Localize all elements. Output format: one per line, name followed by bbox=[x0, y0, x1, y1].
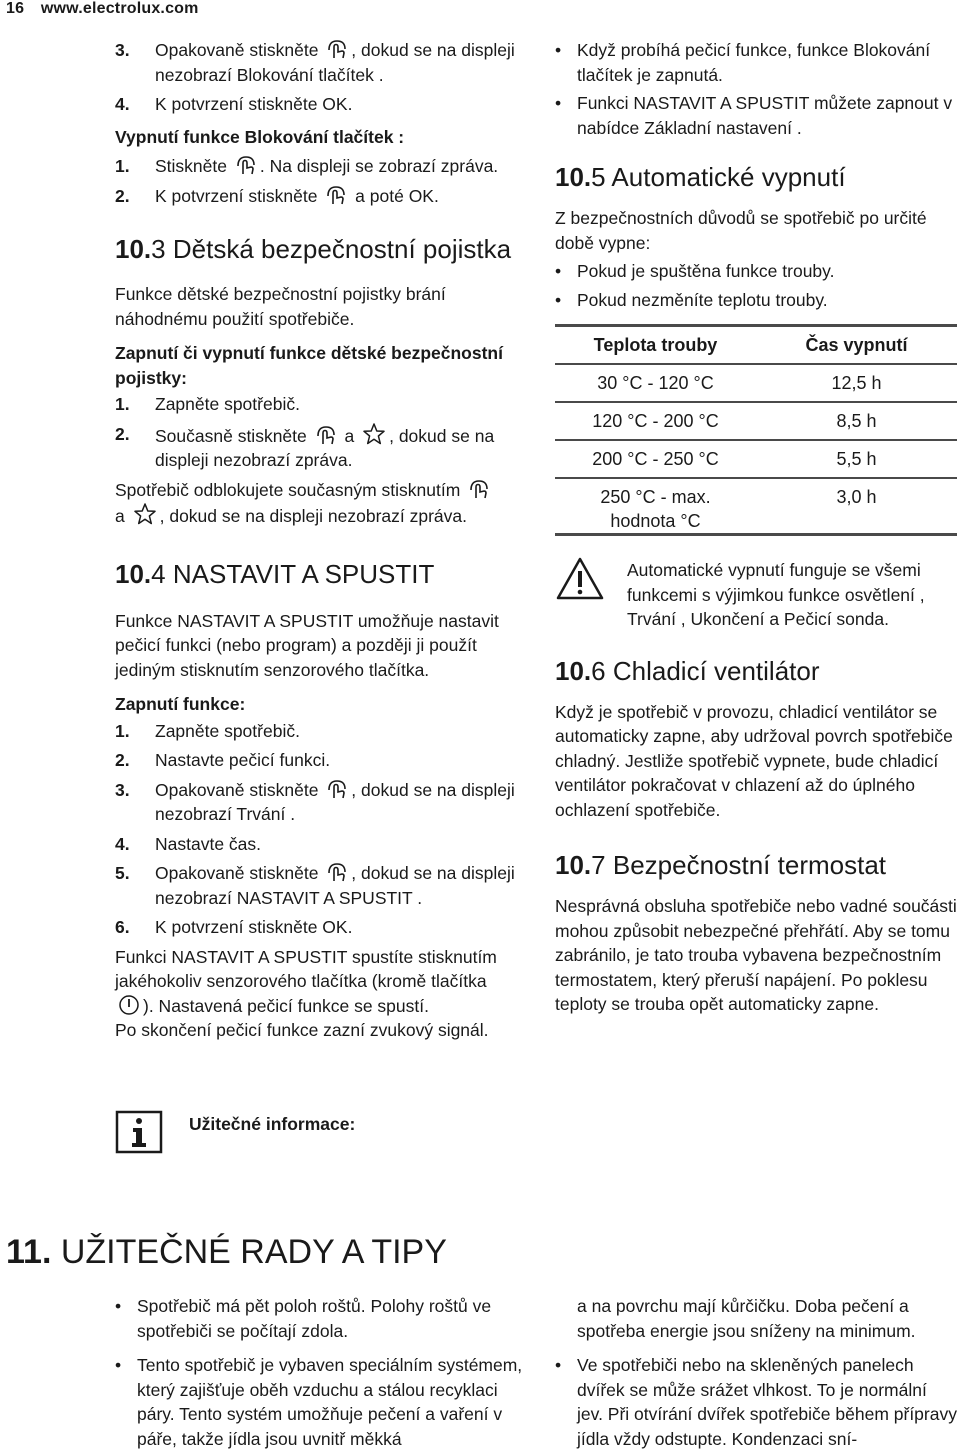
step-number: 6. bbox=[115, 917, 130, 937]
table-row bbox=[555, 440, 957, 478]
chapter11-right bbox=[555, 1294, 957, 1455]
step-text: K potvrzení stiskněte OK. bbox=[155, 94, 353, 114]
table-row bbox=[555, 364, 957, 402]
table-cell: 120 °C - 200 °C bbox=[555, 402, 756, 440]
list-item bbox=[115, 861, 515, 910]
set-and-go-note bbox=[115, 945, 515, 1019]
note-text: Spotřebič odblokujete současným stisknutím bbox=[115, 479, 466, 500]
table-row bbox=[555, 402, 957, 440]
list-item bbox=[115, 778, 515, 827]
section-subhead: Zapnutí funkce: bbox=[115, 694, 246, 714]
step-text-rest: , dokud se na displeji nezobrazí NASTAVIT A SPUSTIT . bbox=[155, 863, 515, 908]
list-item: • Ve spotřebiči nebo na skleněných panelech dvířek se může srážet vlhkost. To je normální jev. Při otvírání dvířek spotřebiče během přípravy jídla vždy odstupte. Kondenzaci sní- bbox=[555, 1353, 957, 1451]
step-number: 1. bbox=[115, 720, 130, 741]
chapter-title: UŽITEČNÉ RADY A TIPY bbox=[60, 1233, 447, 1271]
list-item bbox=[115, 719, 515, 744]
section-number-rest: 7 bbox=[591, 850, 606, 880]
step-text-rest: a poté OK. bbox=[350, 185, 439, 206]
step-text-mid: a bbox=[339, 425, 360, 446]
list-item: • Pokud nezměníte teplotu trouby. bbox=[555, 288, 957, 313]
list-item bbox=[115, 915, 515, 940]
step-number: 4. bbox=[115, 94, 130, 114]
star-icon bbox=[133, 502, 157, 526]
step-text-rest: , dokud se na displeji nezobrazí Blokování tlačítek . bbox=[155, 40, 515, 85]
step-text: Opakovaně stiskněte bbox=[155, 779, 324, 800]
warning-note bbox=[555, 558, 957, 632]
list-item bbox=[115, 392, 515, 417]
step-text: K potvrzení stiskněte OK. bbox=[155, 917, 353, 937]
step-text: Současně stiskněte bbox=[155, 425, 312, 446]
section-title: Automatické vypnutí bbox=[611, 162, 846, 192]
section-subhead: Zapnutí či vypnutí funkce dětské bezpečnostní pojistky: bbox=[115, 343, 503, 388]
section-heading-10-7 bbox=[555, 850, 957, 880]
auto-off-table bbox=[555, 324, 957, 536]
hand-touch-icon bbox=[326, 38, 348, 60]
list-item bbox=[115, 184, 515, 209]
section-number: 10. bbox=[115, 558, 152, 589]
section-heading-10-3 bbox=[115, 234, 515, 264]
unlock-note bbox=[115, 478, 515, 529]
tips-continued: a na povrchu mají kůrčičku. Doba pečení a spotřeba energie jsou sníženy na minimum. bbox=[577, 1296, 916, 1341]
step-text-rest: , dokud se na displeji nezobrazí zpráva. bbox=[155, 425, 495, 470]
page-number: 16 bbox=[6, 0, 25, 17]
section-title: Dětská bezpečnostní pojistka bbox=[172, 234, 512, 264]
section-heading-10-6 bbox=[555, 656, 957, 686]
right-column bbox=[555, 38, 957, 1017]
section-title: NASTAVIT A SPUSTIT bbox=[172, 558, 435, 589]
section-intro: Z bezpečnostních důvodů se spotřebič po určité době vypne: bbox=[555, 208, 927, 253]
step-number: 1. bbox=[115, 156, 130, 176]
section-number: 10. bbox=[555, 655, 592, 686]
section-number-rest: 6 bbox=[591, 655, 606, 686]
section-number-rest: 4 bbox=[151, 558, 166, 589]
child-lock-steps bbox=[115, 392, 515, 473]
list-item bbox=[115, 832, 515, 857]
section-heading-10-5 bbox=[555, 162, 957, 192]
note-text-rest: , dokud se na displeji nezobrazí zpráva. bbox=[159, 506, 468, 526]
tips-list-right bbox=[555, 1353, 957, 1451]
section-heading-10-4 bbox=[115, 559, 515, 589]
list-item bbox=[115, 748, 515, 773]
page-header bbox=[6, 0, 199, 18]
step-text-rest: . Na displeji se zobrazí zpráva. bbox=[259, 156, 499, 176]
warning-text: Automatické vypnutí funguje se všemi funkcemi s výjimkou funkce osvětlení , Trvání , Ukončení a Pečicí sonda. bbox=[627, 560, 925, 629]
step-text: Opakovaně stiskněte bbox=[155, 40, 324, 60]
list-item: • Funkci NASTAVIT A SPUSTIT můžete zapnout v nabídce Základní nastavení . bbox=[555, 91, 957, 140]
warning-triangle-icon bbox=[555, 556, 605, 602]
section-number-rest: 5 bbox=[591, 162, 606, 192]
list-item: • Spotřebič má pět poloh roštů. Polohy roštů ve spotřebiči se počítají zdola. bbox=[115, 1294, 525, 1343]
info-icon bbox=[115, 1110, 163, 1154]
section-title: Bezpečnostní termostat bbox=[612, 850, 886, 880]
section-intro: Funkce dětské bezpečnostní pojistky brání náhodnému použití spotřebiče. bbox=[115, 284, 446, 329]
step-text-rest: , dokud se na displeji nezobrazí Trvání . bbox=[155, 779, 515, 824]
section-text: Když je spotřebič v provozu, chladicí ventilátor se automaticky zapne, aby udržoval povrch spotřebiče chladný. Jestliže spotřebič vypnete, bude chladicí ventilátor pokračovat v chlazení až do úplného ochlazení spotřebiče. bbox=[555, 701, 953, 820]
step-number: 2. bbox=[115, 185, 130, 206]
section-number: 10. bbox=[555, 850, 592, 880]
table-cell: 3,0 h bbox=[756, 478, 957, 535]
table-header-cell: Teplota trouby bbox=[555, 326, 756, 365]
auto-off-bullets bbox=[555, 259, 957, 312]
hand-touch-icon bbox=[235, 154, 257, 176]
hand-touch-icon bbox=[315, 424, 337, 446]
table-cell: 5,5 h bbox=[756, 440, 957, 478]
step-text: Nastavte pečicí funkci. bbox=[155, 750, 331, 770]
section-number-rest: 3 bbox=[151, 234, 166, 264]
tips-list-left bbox=[115, 1294, 525, 1451]
set-and-go-steps bbox=[115, 719, 515, 940]
table-cell: 250 °C - max. hodnota °C bbox=[555, 478, 756, 535]
step-text: K potvrzení stiskněte bbox=[155, 185, 323, 206]
note-text-mid: a bbox=[115, 506, 130, 526]
step-number: 2. bbox=[115, 750, 130, 770]
list-item bbox=[115, 38, 515, 87]
power-icon bbox=[118, 994, 140, 1016]
step-number: 4. bbox=[115, 833, 130, 854]
site-url: www.electrolux.com bbox=[40, 0, 199, 17]
step-text: Nastavte čas. bbox=[155, 833, 262, 854]
hand-touch-icon bbox=[468, 478, 490, 500]
section-number: 10. bbox=[555, 162, 592, 192]
hand-touch-icon bbox=[326, 778, 348, 800]
step-text: Opakovaně stiskněte bbox=[155, 863, 324, 883]
table-cell: 8,5 h bbox=[756, 402, 957, 440]
chapter-heading-11 bbox=[6, 1232, 447, 1272]
section-text: Nesprávná obsluha spotřebiče nebo vadné součásti mohou způsobit nebezpečné přehřátí. Aby se tomu zabránilo, je tato trouba vybavena bezpečnostním termostatem, který přeruší napájení. Po poklesu teploty se trouba opět automaticky zapne. bbox=[555, 896, 957, 1014]
table-cell: 12,5 h bbox=[756, 364, 957, 402]
section-title: Chladicí ventilátor bbox=[612, 655, 820, 686]
chapter11-left bbox=[115, 1294, 525, 1455]
step-number: 3. bbox=[115, 40, 130, 60]
table-header-row bbox=[555, 326, 957, 365]
step-number: 2. bbox=[115, 423, 130, 444]
note-text: Funkci NASTAVIT A SPUSTIT spustíte stisknutím jakéhokoliv senzorového tlačítka (kromě tlačítka bbox=[115, 946, 497, 991]
chapter-number: 11. bbox=[6, 1233, 52, 1271]
section-number: 10. bbox=[115, 234, 152, 264]
table-cell: 200 °C - 250 °C bbox=[555, 440, 756, 478]
list-item: • Když probíhá pečicí funkce, funkce Blokování tlačítek je zapnutá. bbox=[555, 38, 957, 87]
hand-touch-icon bbox=[325, 184, 347, 206]
info-label: Užitečné informace: bbox=[189, 1114, 356, 1134]
step-text: Stiskněte bbox=[155, 156, 232, 176]
table-row bbox=[555, 478, 957, 535]
step-number: 3. bbox=[115, 779, 130, 800]
list-item: • Tento spotřebič je vybaven speciálním systémem, který zajišťuje oběh vzduchu a stálou recyklaci páry. Tento systém umožňuje pečení a vaření v páře, takže jídla jsou uvnitř měkká bbox=[115, 1353, 525, 1451]
step-number: 5. bbox=[115, 863, 130, 883]
table-header-cell: Čas vypnutí bbox=[756, 326, 957, 365]
hand-touch-icon bbox=[326, 861, 348, 883]
lock-steps-cont bbox=[115, 38, 515, 117]
list-item bbox=[115, 154, 515, 179]
step-text: Zapněte spotřebič. bbox=[155, 720, 300, 741]
top-bullets bbox=[555, 38, 957, 140]
unlock-heading: Vypnutí funkce Blokování tlačítek : bbox=[115, 126, 405, 147]
left-column bbox=[115, 38, 515, 1043]
list-item bbox=[115, 92, 515, 117]
step-text: Zapněte spotřebič. bbox=[155, 394, 300, 414]
star-icon bbox=[362, 422, 386, 446]
unlock-steps bbox=[115, 154, 515, 208]
list-item: • Pokud je spuštěna funkce trouby. bbox=[555, 259, 957, 284]
step-number: 1. bbox=[115, 394, 130, 414]
table-cell: 30 °C - 120 °C bbox=[555, 364, 756, 402]
set-and-go-note-2: Po skončení pečicí funkce zazní zvukový signál. bbox=[115, 1020, 489, 1040]
note-text-rest: ). Nastavená pečicí funkce se spustí. bbox=[143, 995, 429, 1016]
section-intro: Funkce NASTAVIT A SPUSTIT umožňuje nastavit pečicí funkci (nebo program) a později ji použít jediným stisknutím senzorového tlačítka. bbox=[115, 610, 499, 680]
list-item bbox=[115, 422, 515, 473]
